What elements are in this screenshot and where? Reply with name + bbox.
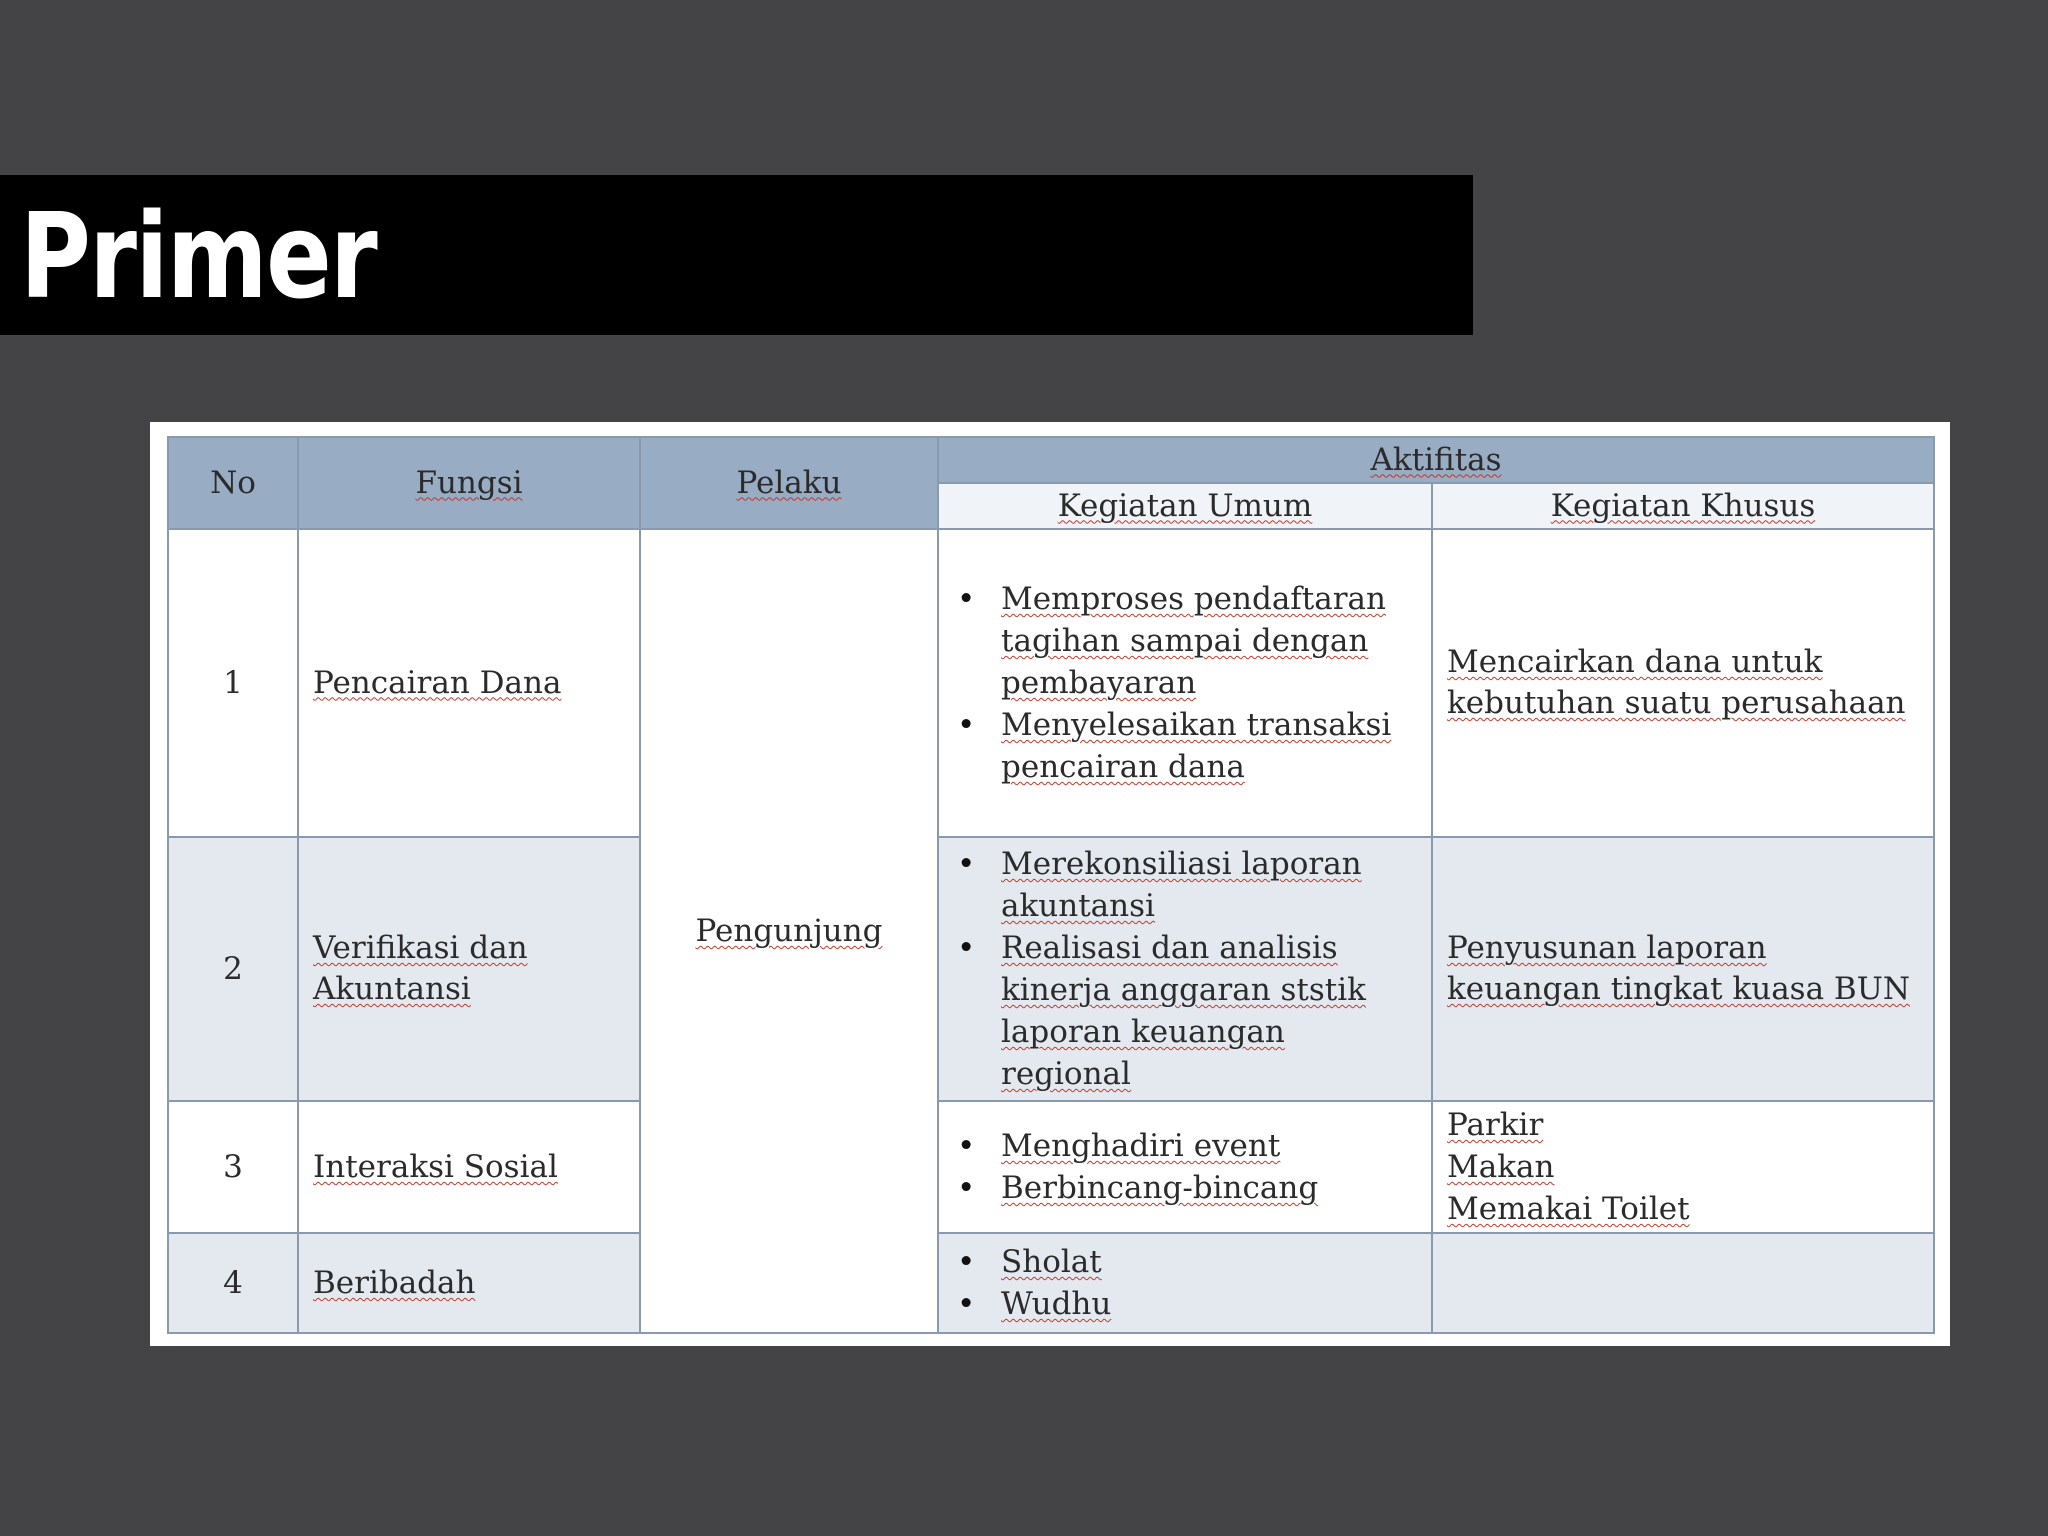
list-item: • Merekonsiliasi laporan akuntansi <box>1001 843 1417 927</box>
list-item: • Realisasi dan analisis kinerja anggaran ststik laporan keuangan regional <box>1001 927 1417 1095</box>
slide-title: Primer <box>20 187 377 325</box>
row-kegiatan-umum <box>938 837 1432 1101</box>
row-no: 1 <box>168 529 298 837</box>
pelaku-cell: Pengunjung <box>640 529 938 1333</box>
row-kegiatan-khusus: Mencairkan dana untuk kebutuhan suatu perusahaan <box>1432 529 1934 837</box>
table-panel <box>150 422 1950 1346</box>
list-item: • Berbincang-bincang <box>1001 1167 1417 1209</box>
list-item: • Sholat <box>1001 1241 1417 1283</box>
row-kegiatan-umum <box>938 529 1432 837</box>
header-kegiatan-umum: Kegiatan Umum <box>938 483 1432 529</box>
row-fungsi: Verifikasi dan Akuntansi <box>298 837 640 1101</box>
header-pelaku: Pelaku <box>640 437 938 529</box>
table-row <box>168 1101 1934 1233</box>
row-kegiatan-khusus: Penyusunan laporan keuangan tingkat kuasa BUN <box>1432 837 1934 1101</box>
row-fungsi: Interaksi Sosial <box>298 1101 640 1233</box>
row-kegiatan-khusus <box>1432 1101 1934 1233</box>
row-kegiatan-umum <box>938 1233 1432 1333</box>
row-no: 3 <box>168 1101 298 1233</box>
list-item: • Memproses pendaftaran tagihan sampai dengan pembayaran <box>1001 578 1417 704</box>
khusus-line: Parkir <box>1447 1107 1544 1143</box>
table-row <box>168 837 1934 1101</box>
row-no: 4 <box>168 1233 298 1333</box>
row-fungsi: Beribadah <box>298 1233 640 1333</box>
header-aktifitas: Aktifitas <box>938 437 1934 483</box>
row-no: 2 <box>168 837 298 1101</box>
table-row <box>168 529 1934 837</box>
header-kegiatan-khusus: Kegiatan Khusus <box>1432 483 1934 529</box>
row-fungsi: Pencairan Dana <box>298 529 640 837</box>
title-bar <box>0 175 1473 335</box>
khusus-line: Makan <box>1447 1149 1555 1185</box>
list-item: • Wudhu <box>1001 1283 1417 1325</box>
row-kegiatan-umum <box>938 1101 1432 1233</box>
activity-table <box>167 436 1935 1334</box>
list-item: • Menyelesaikan transaksi pencairan dana <box>1001 704 1417 788</box>
khusus-line: Memakai Toilet <box>1447 1191 1690 1227</box>
header-fungsi: Fungsi <box>298 437 640 529</box>
list-item: • Menghadiri event <box>1001 1125 1417 1167</box>
row-kegiatan-khusus <box>1432 1233 1934 1333</box>
table-row <box>168 1233 1934 1333</box>
header-no: No <box>168 437 298 529</box>
